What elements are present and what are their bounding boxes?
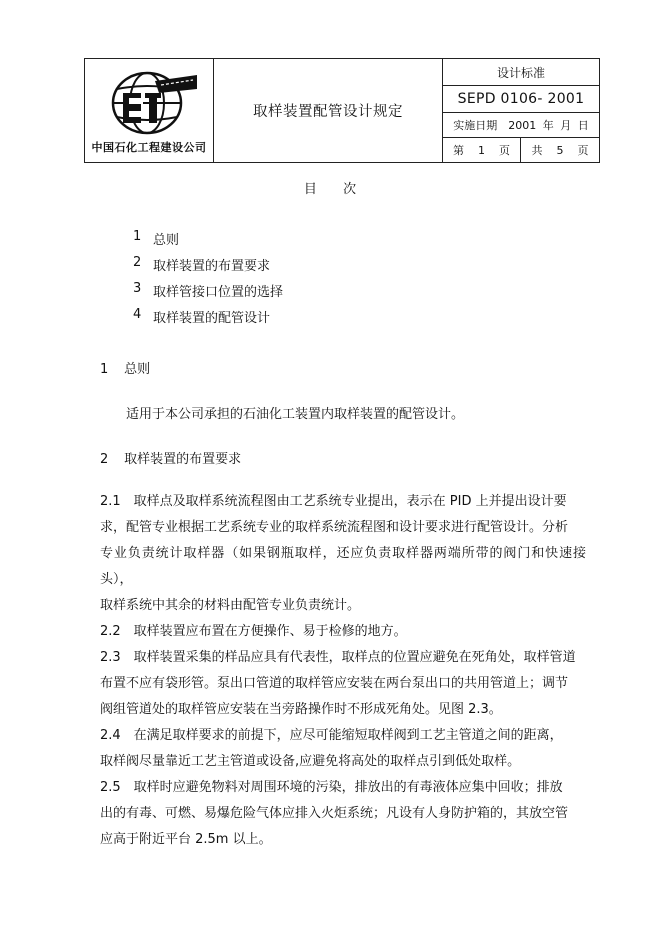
section-title: 取样装置的布置要求 — [124, 452, 242, 467]
page-total — [521, 138, 599, 162]
company-logo — [85, 65, 213, 135]
paragraph-line: 2.5 取样时应避免物料对周围环境的污染，排放出的有毒液体应集中回收；排放 — [100, 780, 563, 795]
document-title: 取样装置配管设计规定 — [214, 59, 443, 163]
total-num: 5 — [556, 143, 564, 157]
paragraph-line: 布置不应有袋形管。泵出口管道的取样管应安装在两台泵出口的共用管道上；调节 — [100, 676, 569, 691]
toc-item — [133, 255, 283, 281]
toc-item — [133, 281, 283, 307]
logo-cell — [85, 59, 214, 163]
section-2-body — [100, 489, 586, 853]
paragraph-line: 取样系统中其余的材料由配管专业负责统计。 — [100, 598, 361, 613]
page-label: 第 — [453, 144, 464, 157]
company-name: 中国石化工程建设公司 — [91, 141, 207, 154]
toc-heading — [0, 178, 662, 197]
toc-item — [133, 229, 283, 255]
page-number — [443, 138, 521, 162]
page-num: 1 — [478, 143, 485, 157]
paragraph-line: 2.4 在满足取样要求的前提下，应尽可能缩短取样阀到工艺主管道之间的距离， — [100, 728, 563, 743]
paragraph-line: 求，配管专业根据工艺系统专业的取样系统流程图和设计要求进行配管设计。分析 — [100, 520, 569, 535]
section-2-heading — [100, 448, 241, 467]
toc-item-label: 取样管接口位置的选择 — [153, 285, 284, 300]
toc-item-number: 2 — [133, 255, 142, 270]
toc-item-number: 3 — [133, 281, 142, 296]
section-number: 2 — [100, 452, 109, 467]
paragraph-line: 阀组管道处的取样管应安装在当旁路操作时不形成死角处。见图 2.3。 — [100, 702, 502, 717]
page-unit: 页 — [499, 144, 510, 157]
paragraph-line: 应高于附近平台 2.5m 以上。 — [100, 832, 272, 847]
paragraph-line: 2.2 取样装置应布置在方便操作、易于检修的地方。 — [100, 624, 407, 639]
standard-code: SEPD 0106- 2001 — [443, 86, 600, 113]
standard-label: 设计标准 — [443, 59, 600, 86]
toc-item-label: 总则 — [153, 233, 180, 248]
toc-heading-b: 次 — [343, 182, 359, 197]
document-header — [84, 58, 600, 163]
toc-item-label: 取样装置的配管设计 — [153, 311, 271, 326]
paragraph-line: 取样阀尽量靠近工艺主管道或设备,应避免将高处的取样点引到低处取样。 — [100, 754, 521, 769]
toc-item-label: 取样装置的布置要求 — [153, 259, 271, 274]
section-1-heading — [100, 358, 150, 377]
total-unit: 页 — [577, 144, 589, 157]
page-info — [443, 138, 600, 163]
section-title: 总则 — [124, 362, 151, 377]
table-of-contents — [133, 229, 283, 333]
section-number: 1 — [100, 362, 109, 377]
toc-heading-a: 目 — [303, 182, 319, 197]
toc-item-number: 1 — [133, 229, 142, 244]
total-label: 共 — [531, 144, 543, 157]
paragraph-line: 2.1 取样点及取样系统流程图由工艺系统专业提出，表示在 PID 上并提出设计要 — [100, 494, 567, 509]
paragraph-line: 出的有毒、可燃、易爆危险气体应排入火炬系统；凡设有人身防护箱的，其放空管 — [100, 806, 569, 821]
paragraph-line: 2.3 取样装置采集的样品应具有代表性，取样点的位置应避免在死角处，取样管道 — [100, 650, 576, 665]
section-1-body: 适用于本公司承担的石油化工装置内取样装置的配管设计。 — [126, 407, 465, 422]
implementation-date: 实施日期 2001 年 月 日 — [443, 113, 600, 138]
toc-item-number: 4 — [133, 307, 142, 322]
paragraph-line: 专业负责统计取样器（如果钢瓶取样，还应负责取样器两端所带的阀门和快速接头）， — [100, 546, 586, 587]
toc-item — [133, 307, 283, 333]
